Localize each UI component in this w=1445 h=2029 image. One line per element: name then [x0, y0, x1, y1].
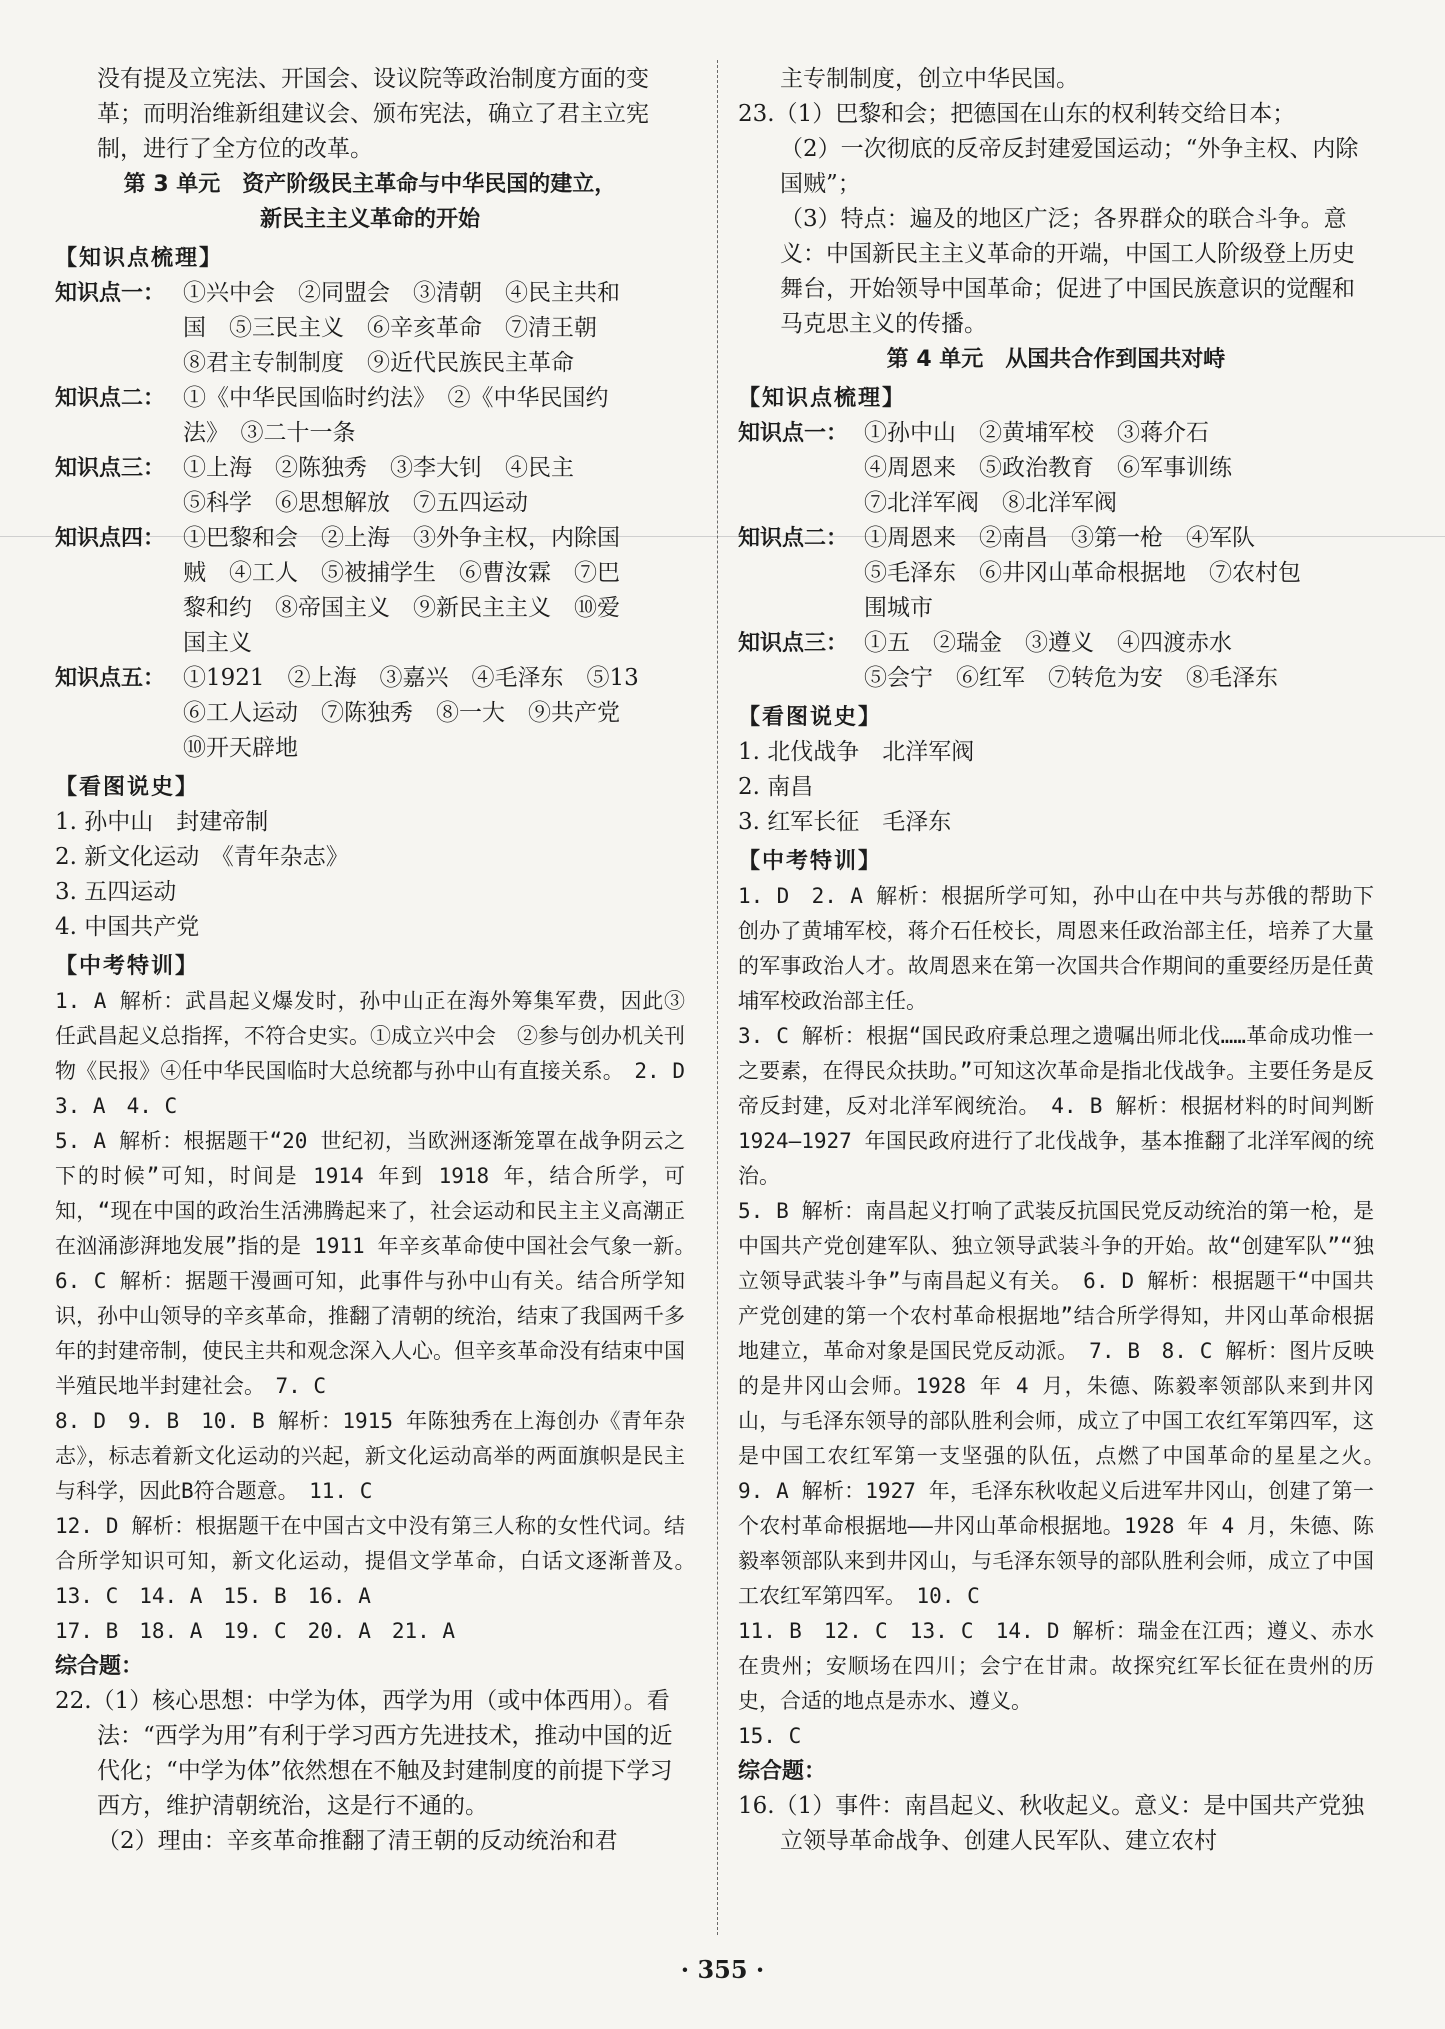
- left-column: [55, 62, 685, 1859]
- picture-item: 2. 南昌: [738, 774, 814, 800]
- kp-line: 国主义: [183, 630, 252, 656]
- picture-item: 1. 孙中山 封建帝制: [55, 809, 269, 835]
- kp-label: 知识点二：: [738, 526, 849, 551]
- knowledge-point-2: [55, 381, 685, 451]
- picture-item: 2. 新文化运动 《青年杂志》: [55, 844, 349, 870]
- unit-4-title: 第 4 单元 从国共合作到国共对峙: [886, 347, 1226, 372]
- unit-3-title-line2: 新民主主义革命的开始: [259, 207, 480, 232]
- kp-line: 贼 ④工人 ⑤被捕学生 ⑥曹汝霖 ⑦巴: [183, 560, 620, 586]
- kp-line: ①周恩来 ②南昌 ③第一枪 ④军队: [864, 525, 1255, 551]
- exam-answers: 1. A 解析：武昌起义爆发时，孙中山正在海外筹集军费，因此③任武昌起义总指挥，不符合史实。①成立兴中会 ②参与创办机关刊物《民报》④任中华民国临时大总统都与孙中山有直接关系。 2. D 3. A 4. C 5. A 解析：根据题干“20 世纪初，当欧洲逐渐笼罩在战争阴云之下的时候”可知，时间是 1914 年到 1918 年，结合所学，可知，“现在中国的政治生活沸腾起来了，社会运动和民主主义高潮正在汹涌澎湃地发展”指的是 1911 年辛亥革命使中国社会气象一新。 6. C 解析：据题干漫画可知，此事件与孙中山有关。结合所学知识，孙中山领导的辛亥革命，推翻了清朝的统治，结束了我国两千多年的封建帝制，使民主共和观念深入人心。但辛亥革命没有结束中国半殖民地半封建社会。 7. C 8. D 9. B 10. B 解析：1915 年陈独秀在上海创办《青年杂志》，标志着新文化运动的兴起，新文化运动高举的两面旗帜是民主与科学，因此B符合题意。 11. C 12. D 解析：根据题干在中国古文中没有第三人称的女性代词。结合所学知识可知，新文化运动，提倡文学革命，白话文逐渐普及。 13. C 14. A 15. B 16. A 17. B 18. A 19. C 20. A 21. A: [55, 989, 685, 1643]
- intro-text: 没有提及立宪法、开国会、设议院等政治制度方面的变革；而明治维新组建议会、颁布宪法，确立了君主立宪制，进行了全方位的改革。: [97, 66, 649, 162]
- kp-label: 知识点五：: [55, 666, 166, 691]
- kp-label: 知识点四：: [55, 526, 166, 551]
- kp-line: ①1921 ②上海 ③嘉兴 ④毛泽东 ⑤13: [183, 665, 639, 691]
- section-picture: 【看图说史】: [738, 705, 883, 730]
- exam-answers: 1. D 2. A 解析：根据所学可知，孙中山在中共与苏俄的帮助下创办了黄埔军校，蒋介石任校长，周恩来任政治部主任，培养了大量的军事政治人才。故周恩来在第一次国共合作期间的重要经历是任黄埔军校政治部主任。 3. C 解析：根据“国民政府秉总理之遗嘱出师北伐……革命成功惟一之要素，在得民众扶助。”可知这次革命是指北伐战争。主要任务是反帝反封建，反对北洋军阀统治。 4. B 解析：根据材料的时间判断 1924—1927 年国民政府进行了北伐战争，基本推翻了北洋军阀的统治。 5. B 解析：南昌起义打响了武装反抗国民党反动统治的第一枪，是中国共产党创建军队、独立领导武装斗争的开始。故“创建军队”“独立领导武装斗争”与南昌起义有关。 6. D 解析：根据题干“中国共产党创建的第一个农村革命根据地”结合所学得知，井冈山革命根据地建立，革命对象是国民党反动派。 7. B 8. C 解析：图片反映的是井冈山会师。1928 年 4 月，朱德、陈毅率领部队来到井冈山，与毛泽东领导的部队胜利会师，成立了中国工农红军第四军，这是中国工农红军第一支坚强的队伍，点燃了中国革命的星星之火。 9. A 解析：1927 年，毛泽东秋收起义后进军井冈山，创建了第一个农村革命根据地——井冈山革命根据地。1928 年 4 月，朱德、陈毅率领部队来到井冈山，与毛泽东领导的部队胜利会师，成立了中国工农红军第四军。 10. C 11. B 12. C 13. C 14. D 解析：瑞金在江西；遵义、赤水在贵州；安顺场在四川；会宁在甘肃。故探究红军长征在贵州的历史，合适的地点是赤水、遵义。 15. C: [738, 884, 1374, 1748]
- unit-3-title-line1: 第 3 单元 资产阶级民主革命与中华民国的建立，: [123, 172, 617, 197]
- kp-line: ⑩开天辟地: [183, 735, 298, 761]
- q23-part3: （3）特点：遍及的地区广泛；各界群众的联合斗争。意义：中国新民主主义革命的开端，中国工人阶级登上历史舞台，开始领导中国革命；促进了中国民族意识的觉醒和马克思主义的传播。: [780, 206, 1355, 337]
- kp-line: ⑤科学 ⑥思想解放 ⑦五四运动: [183, 490, 528, 516]
- kp-line: 围城市: [864, 595, 933, 621]
- kp-label: 知识点一：: [738, 421, 849, 446]
- kp-line: ⑥工人运动 ⑦陈独秀 ⑧一大 ⑨共产党: [183, 700, 620, 726]
- comprehensive-title: 综合题：: [738, 1759, 827, 1784]
- section-exam: 【中考特训】: [55, 954, 200, 979]
- kp-line: ①兴中会 ②同盟会 ③清朝 ④民主共和: [183, 280, 620, 306]
- picture-item: 3. 红军长征 毛泽东: [738, 809, 952, 835]
- kp-line: ①五 ②瑞金 ③遵义 ④四渡赤水: [864, 630, 1232, 656]
- picture-item: 3. 五四运动: [55, 879, 177, 905]
- kp-label: 知识点三：: [738, 631, 849, 656]
- knowledge-point-3: [738, 626, 1374, 696]
- page-number: · 355 ·: [680, 1955, 765, 1984]
- knowledge-point-2: [738, 521, 1374, 626]
- right-column: [738, 62, 1374, 1859]
- q22-part2: （2）理由：辛亥革命推翻了清王朝的反动统治和君: [97, 1828, 618, 1854]
- comprehensive-title: 综合题：: [55, 1654, 144, 1679]
- column-divider: [717, 60, 718, 1935]
- q22-part1: 22.（1）核心思想：中学为体，西学为用（或中体西用）。看法：“西学为用”有利于学习西方先进技术，推动中国的近代化；“中学为体”依然想在不触及封建制度的前提下学习西方，维护清朝统治，这是行不通的。: [55, 1688, 673, 1819]
- picture-item: 1. 北伐战争 北洋军阀: [738, 739, 975, 765]
- kp-line: ①上海 ②陈独秀 ③李大钊 ④民主: [183, 455, 574, 481]
- kp-line: 国 ⑤三民主义 ⑥辛亥革命 ⑦清王朝: [183, 315, 597, 341]
- knowledge-point-5: [55, 661, 685, 766]
- kp-line: ⑤会宁 ⑥红军 ⑦转危为安 ⑧毛泽东: [864, 665, 1278, 691]
- knowledge-point-4: [55, 521, 685, 661]
- picture-item: 4. 中国共产党: [55, 914, 200, 940]
- section-picture: 【看图说史】: [55, 775, 200, 800]
- kp-line: ①《中华民国临时约法》 ②《中华民国约: [183, 385, 609, 411]
- kp-label: 知识点一：: [55, 281, 166, 306]
- kp-line: ①巴黎和会 ②上海 ③外争主权，内除国: [183, 525, 620, 551]
- q16-part1: 16.（1）事件：南昌起义、秋收起义。意义：是中国共产党独立领导革命战争、创建人民军队、建立农村: [738, 1793, 1365, 1854]
- kp-line: ①孙中山 ②黄埔军校 ③蒋介石: [864, 420, 1209, 446]
- section-knowledge: 【知识点梳理】: [55, 246, 224, 271]
- q23-part2: （2）一次彻底的反帝反封建爱国运动；“外争主权、内除国贼”；: [780, 136, 1359, 197]
- kp-line: ⑤毛泽东 ⑥井冈山革命根据地 ⑦农村包: [864, 560, 1301, 586]
- kp-line: ⑧君主专制制度 ⑨近代民族民主革命: [183, 350, 574, 376]
- knowledge-point-1: [55, 276, 685, 381]
- kp-line: ⑦北洋军阀 ⑧北洋军阀: [864, 490, 1117, 516]
- kp-label: 知识点三：: [55, 456, 166, 481]
- section-knowledge: 【知识点梳理】: [738, 386, 907, 411]
- q23-part1: 23.（1）巴黎和会；把德国在山东的权利转交给日本；: [738, 101, 1296, 127]
- kp-label: 知识点二：: [55, 386, 166, 411]
- kp-line: ④周恩来 ⑤政治教育 ⑥军事训练: [864, 455, 1232, 481]
- section-exam: 【中考特训】: [738, 849, 883, 874]
- continued-text: 主专制制度，创立中华民国。: [780, 66, 1079, 92]
- knowledge-point-3: [55, 451, 685, 521]
- kp-line: 法》 ③二十一条: [183, 420, 356, 446]
- knowledge-point-1: [738, 416, 1374, 521]
- kp-line: 黎和约 ⑧帝国主义 ⑨新民主主义 ⑩爱: [183, 595, 620, 621]
